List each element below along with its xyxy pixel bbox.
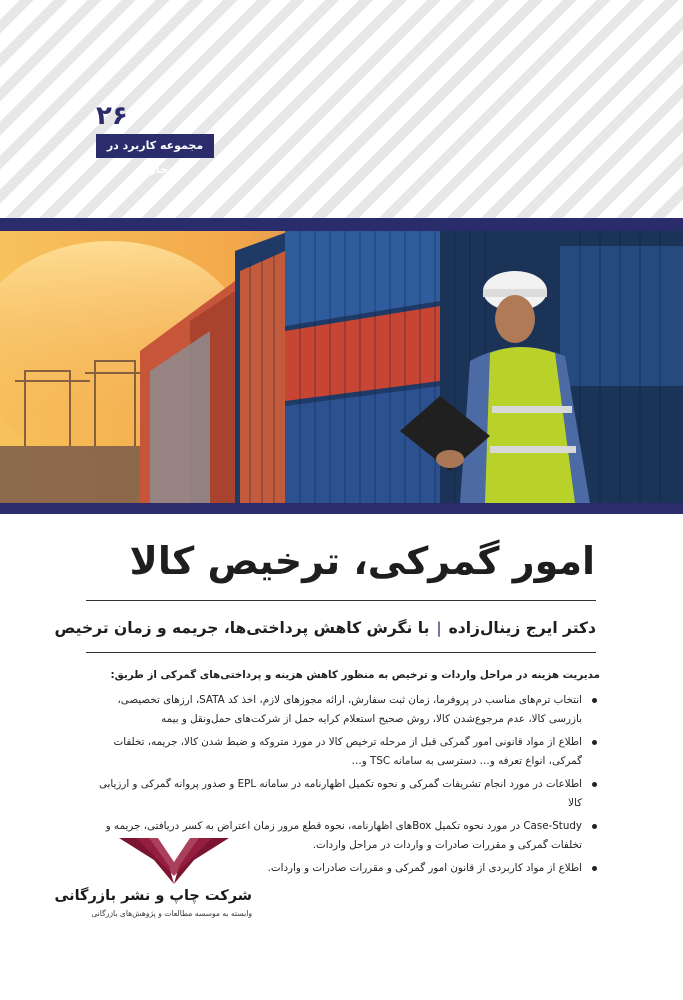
bullet-icon bbox=[592, 866, 597, 871]
book-title: امور گمرکی، ترخیص کالا bbox=[129, 539, 595, 583]
publisher-affiliation: وابسته به موسسه مطالعات و پژوهش‌های بازرگانی bbox=[91, 909, 252, 918]
list-item: اطلاع از مواد کاربردی از قانون امور گمرکی و مقررات صادرات و واردات. bbox=[94, 859, 600, 878]
bullet-icon bbox=[592, 698, 597, 703]
list-item: Case-Study در مورد نحوه تکمیل Boxهای اظهارنامه، نحوه قطع مرور زمان اعتراض به کسر دریافتی، جریمه و تخلفات گمرکی و مقررات صادرات و واردات در مراحل واردات. bbox=[94, 817, 600, 855]
author-subtitle-line bbox=[54, 608, 596, 648]
series-label: مجموعه کاربرد در تجارت bbox=[96, 134, 214, 158]
publisher-logo-icon bbox=[114, 836, 234, 886]
series-number: ۲۶ bbox=[96, 101, 128, 131]
author-name: دکتر ایرج زینال‌زاده bbox=[448, 619, 596, 637]
top-band bbox=[0, 218, 683, 231]
intro-text: مدیریت هزینه در مراحل واردات و ترخیص به منظور کاهش هزینه و پرداختی‌های گمرکی از طریق: bbox=[110, 669, 600, 681]
title-rule-bottom bbox=[86, 652, 596, 653]
publisher-logo bbox=[54, 836, 252, 926]
list-item: انتخاب ترم‌های مناسب در پروفرما، زمان ثبت سفارش، ارائه مجوزهای لازم، اخذ کد SATA، ارزهای تخصیصی، بازرسی کالا، عدم مرجوع‌شدن کالا، روش صحیح استعلام کرایه حمل از شرکت‌های حمل‌ونقل و بیمه bbox=[94, 691, 600, 729]
series-badge bbox=[96, 101, 214, 176]
title-rule-top bbox=[86, 600, 596, 601]
container-port-photo bbox=[0, 231, 683, 503]
list-item: اطلاعات در مورد انجام تشریفات گمرکی و نحوه تکمیل اظهارنامه در سامانه EPL و صدور پروانه گمرکی و ارزیابی کالا bbox=[94, 775, 600, 813]
bullet-icon bbox=[592, 782, 597, 787]
bottom-band bbox=[0, 503, 683, 514]
bullet-icon bbox=[592, 824, 597, 829]
list-item: اطلاع از مواد قانونی امور گمرکی قبل از مرحله ترخیص کالا در مورد متروکه و ضبط شدن کالا، جریمه، تخلفات گمرکی، انواع تعرفه و… دسترسی به سامانه TSC و… bbox=[94, 733, 600, 771]
bullet-icon bbox=[592, 740, 597, 745]
cover-photo bbox=[0, 231, 683, 503]
book-subtitle: با نگرش کاهش پرداختی‌ها، جریمه و زمان ترخیص bbox=[54, 619, 430, 637]
separator: | bbox=[436, 619, 442, 637]
publisher-name: شرکت چاپ و نشر بازرگانی bbox=[54, 888, 252, 904]
